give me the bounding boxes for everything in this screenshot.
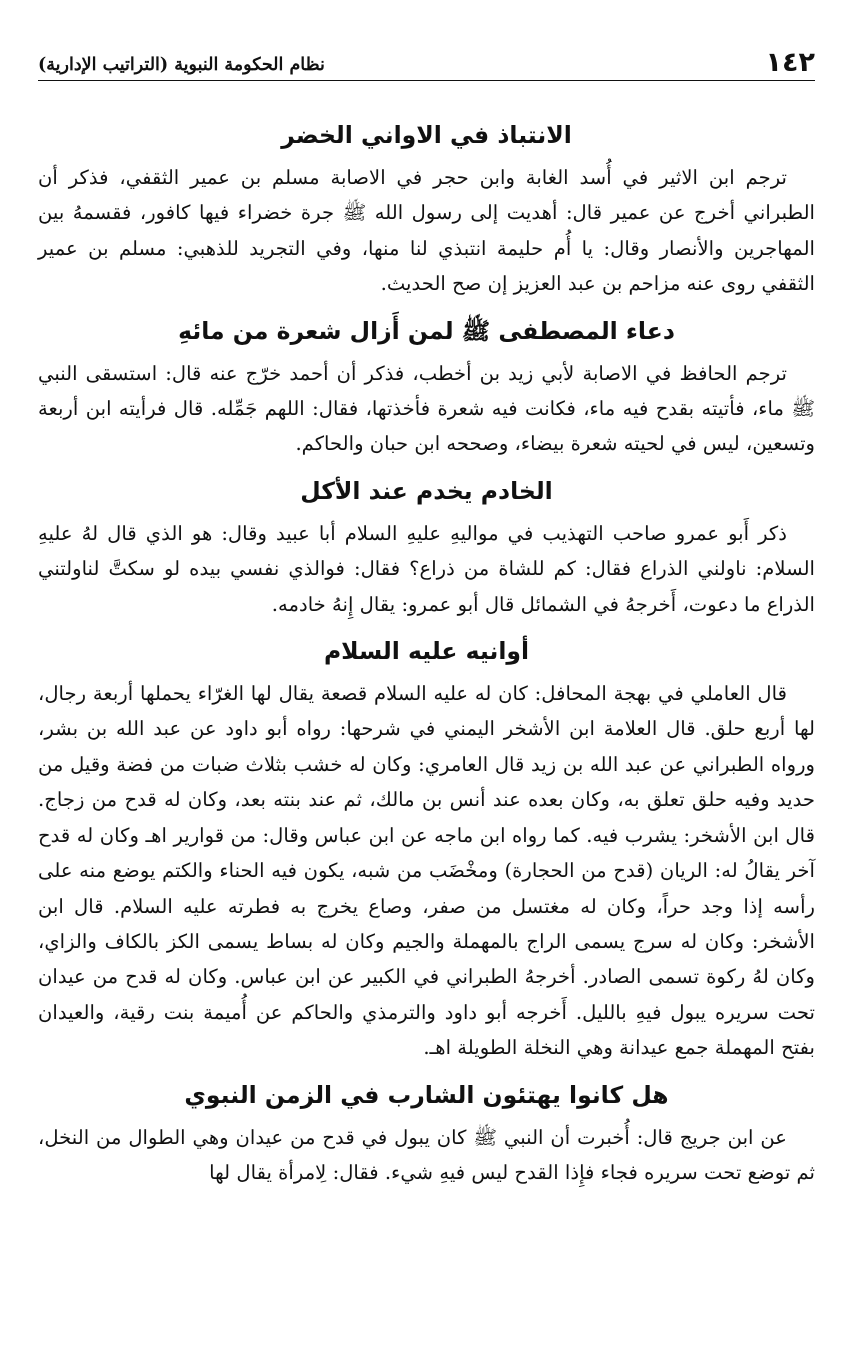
page-number: ١٤٢ xyxy=(765,47,815,78)
section-heading: دعاء المصطفى ﷺ لمن أَزال شعرة من مائهِ xyxy=(178,316,675,345)
section-heading: الانتباذ في الاواني الخضر xyxy=(281,121,572,149)
running-head xyxy=(38,40,815,81)
book-title: نظام الحكومة النبوية (التراتيب الإدارية) xyxy=(38,55,325,75)
paragraph: قال العاملي في بهجة المحافل: كان له عليه السلام قصعة يقال لها الغرّاء يحملها أربعة رجال، لها أربع حلق. قال العلامة ابن الأشخر اليمني في شرحها: رواه أبو داود عن عبد الله بن بشر، ورواه الطبراني عن عبد الله بن زيد قال العامري: وكان له خشب بثلاث ضبات من فضة وقيل من حديد وفيه حلق تعلق به، وكان بعده عند أنس بن مالك، ثم عند بنته بعد، وكان له قدح من زجاج. قال ابن الأشخر: يشرب فيه. كما رواه ابن ماجه عن ابن عباس وقال: من قوارير اهـ وكان له قدح آخر يقالُ له: الريان (قدح من الحجارة) ومخْضَب من شبه، يكون فيه الحناء والكتم يوضع منه على رأسه إذا وجد حراً، وكان له مغتسل من صفر، وصاع يخرج به فطرته عليه السلام. قال ابن الأشخر: وكان له سرج يسمى الراج بالمهملة والجيم وكان له بساط يسمى الكز بالكاف والزاي، وكان لهُ ركوة تسمى الصادر. أخرجهُ الطبراني في الكبير عن ابن عباس. وكان له قدح من عيدان تحت سريره يبول فيهِ بالليل. أَخرجه أبو داود والترمذي والحاكم عن أُميمة بنت رقية، والعيدان بفتح المهملة جمع عيدانة وهي النخلة الطويلة اهـ. xyxy=(38,682,815,1060)
section-awani xyxy=(38,628,815,1065)
section-tahniah xyxy=(38,1072,815,1191)
paragraph: ترجم الحافظ في الاصابة لأبي زيد بن أخطب، فذكر أن أحمد خرّج عنه قال: استسقى النبي ﷺ ماء، فأتيته بقدح فيه ماء، فكانت فيه شعرة فأخذتها، فقال: اللهم جَمِّله. قال فرأيته ابن أربعة وتسعين، ليس في لحيته شعرة بيضاء، وصححه ابن حبان والحاكم. xyxy=(38,361,815,456)
section-intibadh xyxy=(38,112,815,302)
page-body xyxy=(38,112,815,1196)
paragraph: ترجم ابن الاثير في أُسد الغابة وابن حجر في الاصابة مسلم بن عمير الثقفي، فذكر أن الطبراني أخرج عن عمير قال: أهديت إلى رسول الله ﷺ جرة خضراء فيها كافور، فقسمهُ بين المهاجرين والأنصار وقال: يا أُم حليمة انتبذي لنا منها، وفي التجريد للذهبي: مسلم بن عمير الثقفي روى عنه مزاحم بن عبد العزيز إن صح الحديث. xyxy=(38,166,815,296)
section-heading: أوانيه عليه السلام xyxy=(323,637,530,666)
section-dua xyxy=(38,308,815,462)
paragraph: ذكر أَبو عمرو صاحب التهذيب في مواليهِ عليهِ السلام أبا عبيد وقال: هو الذي قال لهُ عليهِ السلام: ناولني الذراع فقال: كم للشاة من ذراع؟ فقال: فوالذي نفسي بيده لو سكتَّ لناولتني الذراع ما دعوت، أَخرجهُ في الشمائل قال أبو عمرو: يقال إِنهُ خادمه. xyxy=(38,521,815,616)
section-heading: هل كانوا يهتئون الشارب في الزمن النبوي xyxy=(184,1080,669,1109)
section-khadim xyxy=(38,468,815,622)
section-heading: الخادم يخدم عند الأكل xyxy=(300,476,553,505)
paragraph: عن ابن جريج قال: أُخبرت أن النبي ﷺ كان يبول في قدح من عيدان وهي الطوال من النخل، ثم توضع تحت سريره فجاء فإِذا القدح ليس فيهِ شيء. فقال: لِامرأة يقال لها xyxy=(38,1125,815,1184)
